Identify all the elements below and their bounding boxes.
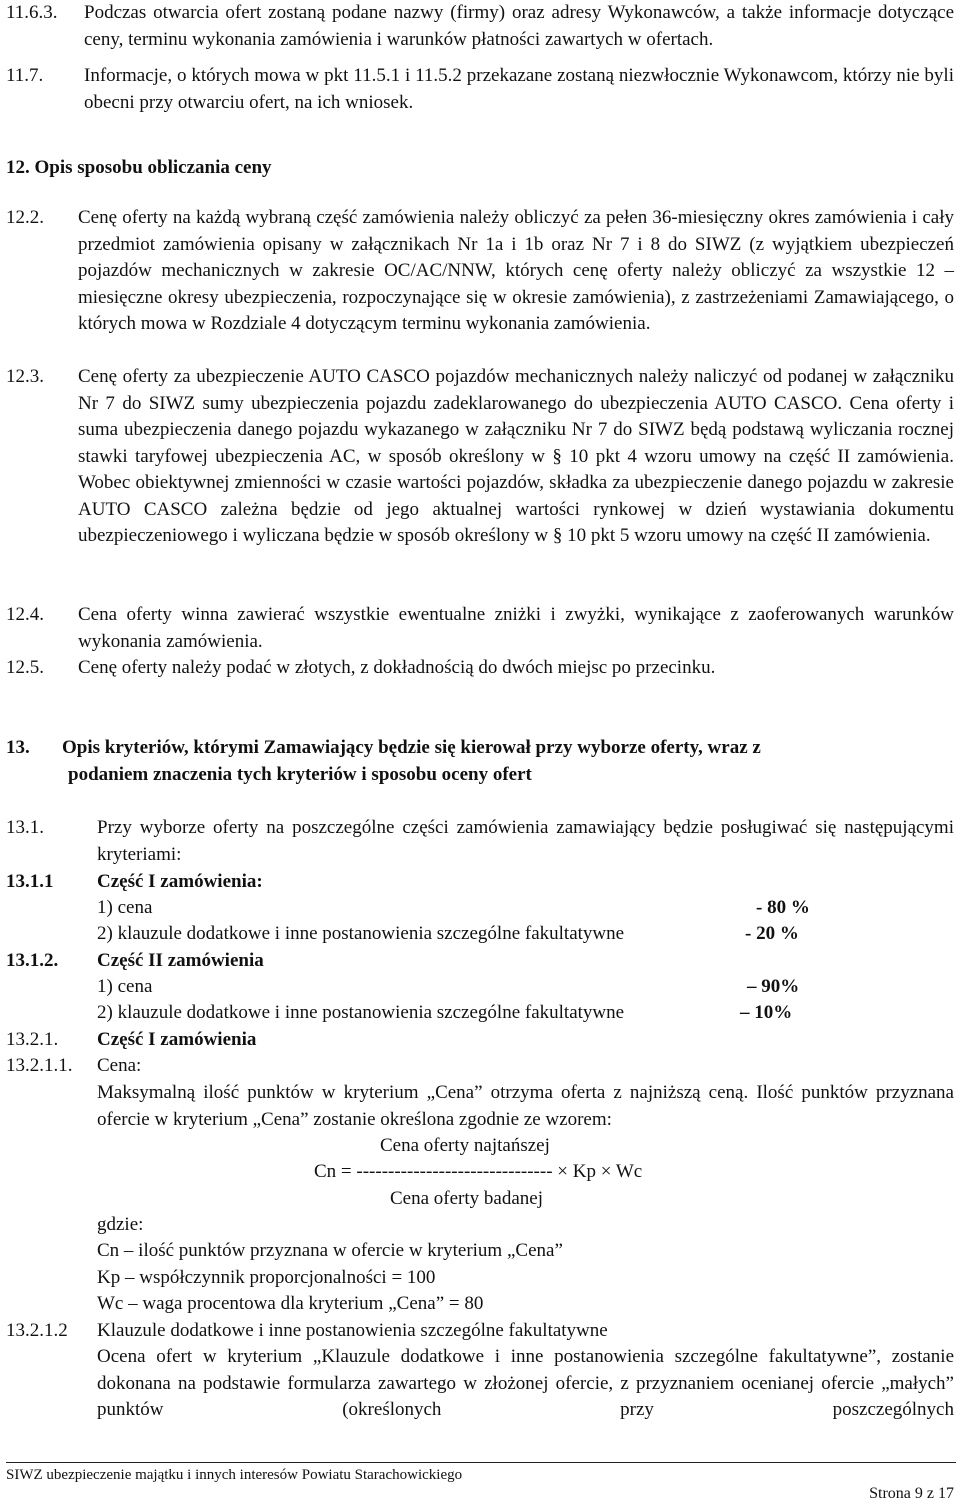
definition-kp: Kp – współczynnik proporcjonalności = 100 bbox=[97, 1267, 436, 1288]
formula-numerator: Cena oferty najtańszej bbox=[380, 1135, 550, 1156]
section-13-2-1-title: Część I zamówienia bbox=[97, 1029, 257, 1050]
section-12-2 bbox=[0, 205, 960, 338]
section-text: Maksymalną ilość punktów w kryterium „Cena” otrzyma oferta z najniższą ceną. Ilość punktów przyznana ofercie w kryterium „Cena” zostanie określona zgodnie ze wzorem: bbox=[97, 1082, 954, 1130]
criterion-clauses-label: 2) klauzule dodatkowe i inne postanowienia szczególne fakultatywne bbox=[97, 923, 625, 944]
definition-cn: Cn – ilość punktów przyznana w ofercie w kryterium „Cena” bbox=[97, 1240, 563, 1261]
section-12-4 bbox=[0, 602, 960, 655]
criterion-clauses-label: 2) klauzule dodatkowe i inne postanowienia szczególne fakultatywne bbox=[97, 1002, 625, 1023]
section-text: Podczas otwarcia ofert zostaną podane nazwy (firmy) oraz adresy Wykonawców, a także informacje dotyczące ceny, terminu wykonania zamówienia i warunków płatności zawartych w ofertach. bbox=[84, 2, 954, 50]
section-13-2-1-2-number: 13.2.1.2 bbox=[6, 1320, 68, 1341]
section-12-5 bbox=[0, 655, 960, 682]
section-text: Przy wyborze oferty na poszczególne części zamówienia zamawiający będzie posługiwać się następującymi kryteriami: bbox=[97, 817, 954, 865]
formula-denominator: Cena oferty badanej bbox=[390, 1188, 543, 1209]
formula-main: Cn = ------------------------------- × Kp × Wc bbox=[314, 1161, 643, 1182]
section-number: 13.1. bbox=[6, 817, 44, 838]
criterion-price-label: 1) cena bbox=[97, 897, 153, 918]
section-11-7 bbox=[0, 63, 960, 116]
footer-divider bbox=[6, 1462, 956, 1463]
section-13-2-1-1-text bbox=[0, 1080, 960, 1133]
section-number: 12.3. bbox=[6, 366, 44, 387]
section-13-number: 13. bbox=[6, 737, 30, 758]
page-number: Strona 9 z 17 bbox=[869, 1485, 954, 1502]
section-11-6-3 bbox=[0, 0, 960, 53]
section-number: 12.2. bbox=[6, 207, 44, 228]
section-12-3 bbox=[0, 364, 960, 550]
section-13-heading-line1: Opis kryteriów, którymi Zamawiający będzie się kierował przy wyborze oferty, wraz z bbox=[62, 737, 761, 758]
section-13-2-1-1-title: Cena: bbox=[97, 1055, 142, 1076]
section-13-2-1-2-text bbox=[0, 1344, 960, 1424]
section-13-1-2-number: 13.1.2. bbox=[6, 950, 59, 971]
section-number: 12.4. bbox=[6, 604, 44, 625]
definition-wc: Wc – waga procentowa dla kryterium „Cena” = 80 bbox=[97, 1293, 484, 1314]
section-number: 11.7. bbox=[6, 65, 44, 86]
section-number: 12.5. bbox=[6, 657, 44, 678]
section-text: Cena oferty winna zawierać wszystkie ewentualne zniżki i zwyżki, wynikające z zaoferowanych warunków wykonania zamówienia. bbox=[78, 604, 954, 652]
criterion-clauses-weight: - 20 % bbox=[745, 923, 799, 944]
criterion-price-weight: - 80 % bbox=[756, 897, 810, 918]
section-13-1-1-number: 13.1.1 bbox=[6, 871, 54, 892]
section-13-1-2-title: Część II zamówienia bbox=[97, 950, 264, 971]
section-text: Informacje, o których mowa w pkt 11.5.1 i 11.5.2 przekazane zostaną niezwłocznie Wykonawcom, którzy nie byli obecni przy otwarciu ofert, na ich wniosek. bbox=[84, 65, 954, 113]
section-13-1-1-title: Część I zamówienia: bbox=[97, 871, 263, 892]
section-13-2-1-2-title: Klauzule dodatkowe i inne postanowienia szczególne fakultatywne bbox=[97, 1320, 608, 1341]
definitions-intro: gdzie: bbox=[97, 1214, 144, 1235]
section-13-2-1-number: 13.2.1. bbox=[6, 1029, 59, 1050]
section-text: Ocena ofert w kryterium „Klauzule dodatkowe i inne postanowienia szczególne fakultatywne”, zostanie dokonana na podstawie formularza zawartego w złożonej ofercie, z przyznaniem ocenianej ofercie „małych” punktów (określonych przy poszczególnych bbox=[97, 1346, 954, 1420]
section-text: Cenę oferty za ubezpieczenie AUTO CASCO pojazdów mechanicznych należy naliczyć od podanej w załączniku Nr 7 do SIWZ sumy ubezpieczenia pojazdu zadeklarowanego do ubezpieczenia AUTO CASCO. Cena oferty i suma ubezpieczenia danego pojazdu wykazanego w załączniku Nr 7 do SIWZ będą podstawą wyliczania rocznej stawki taryfowej ubezpieczenia AC, w sposób określony w § 10 pkt 4 wzoru umowy na część II zamówienia. Wobec obiektywnej zmienności w czasie wartości pojazdów, składka za ubezpieczenie danego pojazdu w zakresie AUTO CASCO zależna będzie od jego aktualnej wartości rynkowej w dzień wystawiania dokumentu ubezpieczeniowego i wyliczana będzie w sposób określony w § 10 pkt 5 wzoru umowy na część II zamówienia. bbox=[78, 366, 954, 546]
section-text: Cenę oferty na każdą wybraną część zamówienia należy obliczyć za pełen 36-miesięczny okres zamówienia i cały przedmiot zamówienia opisany w załącznikach Nr 1a i 1b oraz Nr 7 i 8 do SIWZ (z wyjątkiem ubezpieczeń pojazdów mechanicznych w zakresie OC/AC/NNW, których cenę oferty należy obliczyć za wszystkie 12 – miesięczne okresy ubezpieczenia, rozpoczynające się w okresie zamówienia), z zastrzeżeniami Zamawiającego, o których mowa w Rozdziale 4 dotyczącym terminu wykonania zamówienia. bbox=[78, 207, 954, 334]
section-12-heading: 12. Opis sposobu obliczania ceny bbox=[6, 157, 272, 178]
footer-document-title: SIWZ ubezpieczenie majątku i innych interesów Powiatu Starachowickiego bbox=[6, 1467, 463, 1483]
criterion-clauses-weight: – 10% bbox=[740, 1002, 793, 1023]
section-text: Cenę oferty należy podać w złotych, z dokładnością do dwóch miejsc po przecinku. bbox=[78, 657, 716, 678]
criterion-price-label: 1) cena bbox=[97, 976, 153, 997]
section-13-2-1-1-number: 13.2.1.1. bbox=[6, 1055, 73, 1076]
section-13-1 bbox=[0, 815, 960, 868]
section-number: 11.6.3. bbox=[6, 2, 58, 23]
section-13-heading-line2: podaniem znaczenia tych kryteriów i sposobu oceny ofert bbox=[68, 764, 532, 785]
criterion-price-weight: – 90% bbox=[747, 976, 800, 997]
